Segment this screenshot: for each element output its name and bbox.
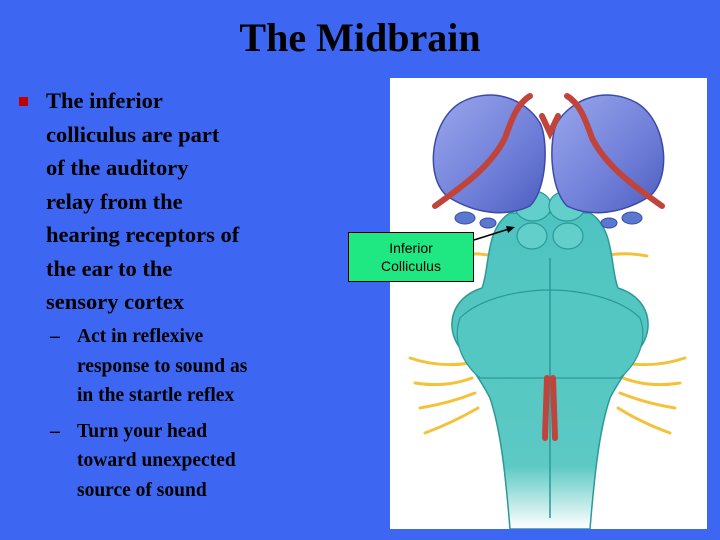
sub-bullet-line: Act in reflexive — [77, 326, 204, 347]
inferior-colliculus-label — [348, 232, 474, 282]
dash-marker: – — [50, 420, 60, 442]
sub-bullet-line: response to sound as — [77, 355, 248, 377]
main-bullet-line: hearing receptors of — [46, 222, 240, 247]
sub-bullet-line: source of sound — [77, 479, 207, 501]
main-bullet-line: of the auditory — [46, 155, 189, 180]
main-bullet-line: relay from the — [46, 188, 183, 214]
main-bullet-line: The inferior — [46, 88, 163, 113]
main-bullet-line: colliculus are part — [46, 121, 220, 147]
callout-line: Inferior — [389, 240, 433, 256]
main-bullet-line: sensory cortex — [46, 289, 185, 314]
dash-marker: – — [50, 326, 60, 347]
sub-bullet-line: Turn your head — [77, 420, 208, 442]
callout-line: Colliculus — [381, 258, 441, 274]
slide-title: The Midbrain — [239, 15, 481, 60]
sub-bullet-line: in the startle reflex — [77, 385, 235, 406]
main-bullet-line: the ear to the — [46, 255, 173, 281]
sub-bullet-line: toward unexpected — [77, 450, 236, 471]
